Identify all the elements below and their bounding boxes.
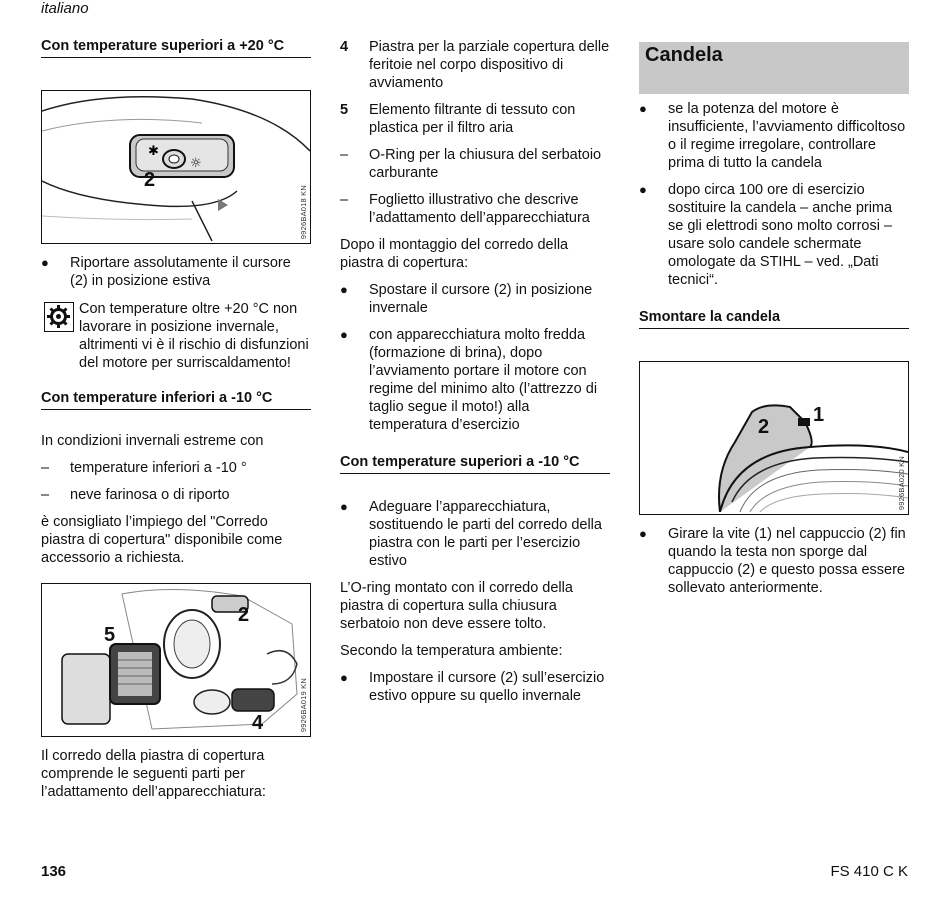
bullet-item [639,525,909,597]
bullet-text: Impostare il cursore (2) sull’esercizio estivo oppure su quello invernale [369,670,605,704]
dash-item [340,146,610,182]
figure-drawing [42,584,310,734]
bullet-text: Girare la vite (1) nel cappuccio (2) fin quando la testa non sporge dal cappuccio (2) e questo possa essere sollevato anteriormente. [668,526,906,596]
paragraph: Secondo la temperatura ambiente: [340,643,563,659]
paragraph: In condizioni invernali estreme con [41,433,264,449]
page-number: 136 [41,863,67,880]
bullet-item [340,281,610,317]
figure-code: 9926BA019 KN [299,677,308,732]
paragraph: Dopo il montaggio del corredo della piastra di copertura: [340,237,569,271]
item-text: Piastra per la parziale copertura delle feritoie nel corpo dispositivo di avviamento [369,39,610,91]
warning-text: Con temperature oltre +20 °C non lavorare in posizione invernale, altrimenti vi è il rischio di disfunzioni del motore per surriscaldamento! [79,301,309,371]
bullet-item [639,181,909,289]
bullet-marker: ● [340,282,348,297]
paragraph: L’O-ring montato con il corredo della piastra di copertura sulla chiusura serbatoio non deve essere tolto. [340,580,573,632]
svg-text:☼: ☼ [190,156,202,171]
callout-2: 2 [144,169,156,191]
section-heading: Con temperature superiori a -10 °C [340,454,610,474]
gear-warning-icon [44,302,74,332]
bullet-text: Adeguare l’apparecchiatura, sostituendo le parti del corredo della piastra con le parti per l’esercizio estivo [369,499,602,569]
section-heading: Smontare la candela [639,309,909,329]
item-number: 4 [340,39,349,55]
callout-2: 2 [238,604,250,626]
column-1 [41,38,311,801]
dash-item [340,191,610,227]
column-3 [639,42,909,597]
callout-5: 5 [104,624,116,646]
bullet-item [639,100,909,172]
paragraph: Il corredo della piastra di copertura comprende le seguenti parti per l’adattamento dell’apparecchiatura: [41,748,266,800]
paragraph: è consigliato l’impiego del "Corredo piastra di copertura" disponibile come accessorio a richiesta. [41,514,283,566]
figure-code: 9926BA018 KN [299,184,308,239]
dash-text: neve farinosa o di riporto [70,487,230,503]
dash-text: Foglietto illustrativo che descrive l’adattamento dell’apparecchiatura [369,192,590,226]
bullet-item [41,254,311,290]
dash-text: temperature inferiori a -10 ° [70,460,247,476]
bullet-text: Spostare il cursore (2) in posizione invernale [369,282,593,316]
bullet-marker: ● [639,526,647,541]
numbered-item [340,38,610,92]
language-label: italiano [41,0,89,17]
callout-1: 1 [813,404,825,426]
item-text: Elemento filtrante di tessuto con plastica per il filtro aria [369,102,576,136]
dash-marker: – [41,460,50,476]
model-name: FS 410 C K [830,863,908,880]
bullet-item [340,498,610,570]
bullet-marker: ● [340,499,348,514]
dash-marker: – [340,192,349,208]
bullet-item [340,326,610,434]
bullet-text: Riportare assolutamente il cursore (2) in posizione estiva [70,255,291,289]
bullet-marker: ● [639,101,647,116]
section-heading: Con temperature inferiori a -10 °C [41,390,311,410]
dash-marker: – [340,147,349,163]
bullet-marker: ● [639,182,647,197]
dash-text: O-Ring per la chiusura del serbatoio carburante [369,147,602,181]
figure-cover-kit [41,583,311,737]
bullet-marker: ● [340,670,348,685]
bullet-text: se la potenza del motore è insufficiente, l’avviamento difficoltoso o il regime irregolare, controllare prima di tutto la candela [668,101,906,171]
figure-spark-plug [639,361,909,515]
figure-drawing [42,91,310,241]
dash-item [41,486,311,504]
svg-text:✱: ✱ [148,144,159,159]
section-heading: Con temperature superiori a +20 °C [41,38,311,58]
dash-item [41,459,311,477]
bullet-text: con apparecchiatura molto fredda (formazione di brina), dopo l’avviamento portare il motore con regime del minimo alto (l’attrezzo di taglio segue il moto!) alla temperatura d’esercizio [369,327,598,433]
bullet-marker: ● [340,327,348,342]
bullet-text: dopo circa 100 ore di esercizio sostituire la candela – anche prima se gli elettrodi sono molto corrosi – usare solo candele schermate omologate da STIHL – ved. „Dati tecnici“. [668,182,893,288]
warning-note [41,300,311,372]
item-number: 5 [340,102,349,118]
chapter-title: Candela [639,42,909,94]
bullet-item [340,669,610,705]
column-2 [340,38,610,705]
callout-2: 2 [758,416,770,438]
callout-4: 4 [252,712,264,734]
figure-cursor-summer [41,90,311,244]
figure-code: 9926BA020 KN [897,455,906,510]
bullet-marker: ● [41,255,49,270]
figure-drawing [640,362,908,512]
numbered-item [340,101,610,137]
dash-marker: – [41,487,50,503]
